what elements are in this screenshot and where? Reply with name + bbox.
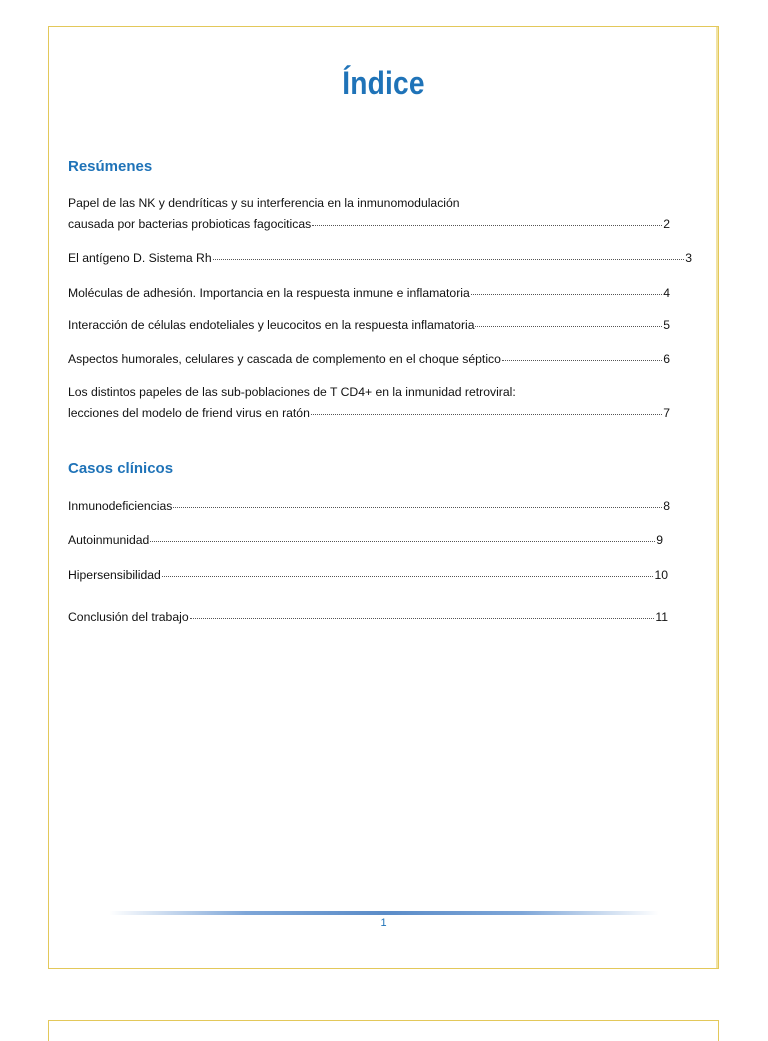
dot-leader — [502, 346, 662, 361]
toc-entry-label: Hipersensibilidad — [68, 568, 161, 582]
toc-entry[interactable] — [68, 282, 670, 303]
section-heading-casos-clinicos: Casos clínicos — [68, 460, 174, 477]
toc-entry[interactable] — [68, 529, 663, 550]
toc-page-number: 5 — [663, 318, 670, 332]
document-page — [48, 26, 719, 969]
dot-leader — [190, 604, 655, 619]
dot-leader — [471, 280, 662, 295]
toc-entry-label: El antígeno D. Sistema Rh — [68, 251, 212, 265]
dot-leader — [312, 211, 662, 226]
toc-page-number: 9 — [656, 533, 663, 547]
toc-page-number: 11 — [655, 610, 668, 624]
toc-entry[interactable] — [68, 193, 670, 234]
section-heading-resumenes: Resúmenes — [68, 158, 153, 175]
dot-leader — [475, 312, 662, 327]
next-page-edge — [48, 1020, 719, 1041]
footer-divider — [109, 911, 659, 915]
toc-entry[interactable] — [68, 564, 668, 585]
toc-entry[interactable] — [68, 606, 668, 627]
toc-entry[interactable] — [68, 495, 670, 516]
toc-entry[interactable] — [68, 382, 670, 423]
toc-page-number: 4 — [663, 286, 670, 300]
toc-entry-label: Autoinmunidad — [68, 533, 150, 547]
toc-page-number: 6 — [663, 352, 670, 366]
page-title: Índice — [342, 65, 425, 101]
dot-leader — [311, 400, 662, 415]
toc-entry-label: Interacción de células endoteliales y leucocitos en la respuesta inflamatoria — [68, 318, 475, 332]
toc-page-number: 2 — [663, 217, 670, 231]
toc-entry[interactable] — [68, 247, 692, 268]
toc-entry-label: Aspectos humorales, celulares y cascada de complemento en el choque séptico — [68, 352, 501, 366]
toc-entry-label: Moléculas de adhesión. Importancia en la respuesta inmune e inflamatoria — [68, 286, 470, 300]
toc-entry-label: Conclusión del trabajo — [68, 610, 189, 624]
toc-entry-label: lecciones del modelo de friend virus en ratón — [68, 406, 310, 420]
dot-leader — [213, 245, 685, 260]
toc-entry-label: Papel de las NK y dendríticas y su interferencia en la inmunomodulación — [68, 196, 460, 210]
toc-page-number: 8 — [663, 499, 670, 513]
dot-leader — [162, 562, 654, 577]
toc-entry-label: Los distintos papeles de las sub-poblaciones de T CD4+ en la inmunidad retroviral: — [68, 385, 516, 399]
toc-entry-label: causada por bacterias probioticas fagociticas — [68, 217, 312, 231]
page-number: 1 — [380, 917, 387, 929]
toc-page-number: 10 — [654, 568, 668, 582]
toc-entry-label: Inmunodeficiencias — [68, 499, 173, 513]
toc-entry[interactable] — [68, 348, 670, 369]
toc-page-number: 7 — [663, 406, 670, 420]
toc-page-number: 3 — [685, 251, 692, 265]
dot-leader — [173, 493, 662, 508]
dot-leader — [150, 527, 655, 542]
toc-entry[interactable] — [68, 314, 670, 335]
